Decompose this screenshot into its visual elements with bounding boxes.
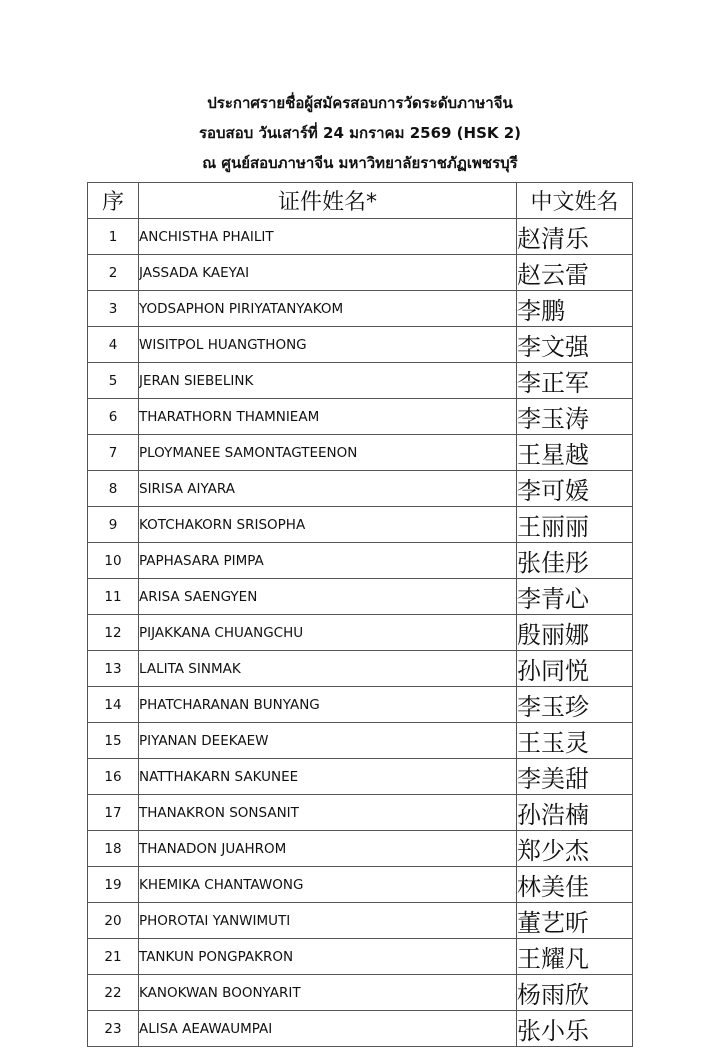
table-row — [88, 579, 633, 615]
chinese-name-cell: 张佳彤 — [517, 543, 633, 579]
row-number: 20 — [88, 903, 139, 939]
table-header-row — [88, 183, 633, 219]
chinese-name-cell: 王耀凡 — [517, 939, 633, 975]
chinese-name-cell: 董艺昕 — [517, 903, 633, 939]
table-row — [88, 651, 633, 687]
chinese-name-cell: 李正军 — [517, 363, 633, 399]
table-row — [88, 615, 633, 651]
column-header-chinese-name: 中文姓名 — [517, 183, 633, 219]
id-name-cell: THANADON JUAHROM — [139, 831, 517, 867]
chinese-name-cell: 李美甜 — [517, 759, 633, 795]
table-row — [88, 939, 633, 975]
id-name-cell: PHATCHARANAN BUNYANG — [139, 687, 517, 723]
id-name-cell: KOTCHAKORN SRISOPHA — [139, 507, 517, 543]
table-row — [88, 507, 633, 543]
row-number: 1 — [88, 219, 139, 255]
id-name-cell: NATTHAKARN SAKUNEE — [139, 759, 517, 795]
row-number: 23 — [88, 1011, 139, 1047]
table-row — [88, 435, 633, 471]
chinese-name-cell: 李鹏 — [517, 291, 633, 327]
table-row — [88, 219, 633, 255]
row-number: 22 — [88, 975, 139, 1011]
chinese-name-cell: 李玉珍 — [517, 687, 633, 723]
table-row — [88, 795, 633, 831]
table-row — [88, 291, 633, 327]
column-header-id-name: 证件姓名* — [139, 183, 517, 219]
row-number: 18 — [88, 831, 139, 867]
id-name-cell: PHOROTAI YANWIMUTI — [139, 903, 517, 939]
table-row — [88, 543, 633, 579]
chinese-name-cell: 王丽丽 — [517, 507, 633, 543]
id-name-cell: JASSADA KAEYAI — [139, 255, 517, 291]
chinese-name-cell: 赵清乐 — [517, 219, 633, 255]
table-row — [88, 687, 633, 723]
id-name-cell: LALITA SINMAK — [139, 651, 517, 687]
table-row — [88, 759, 633, 795]
column-header-number: 序 — [88, 183, 139, 219]
row-number: 11 — [88, 579, 139, 615]
exam-center: ณ ศูนย์สอบภาษาจีน มหาวิทยาลัยราชภัฏเพชรบุรี — [202, 154, 518, 172]
table-row — [88, 1011, 633, 1047]
row-number: 14 — [88, 687, 139, 723]
table-body — [88, 219, 633, 1047]
row-number: 19 — [88, 867, 139, 903]
id-name-cell: KANOKWAN BOONYARIT — [139, 975, 517, 1011]
id-name-cell: PIJAKKANA CHUANGCHU — [139, 615, 517, 651]
id-name-cell: KHEMIKA CHANTAWONG — [139, 867, 517, 903]
table-row — [88, 255, 633, 291]
row-number: 4 — [88, 327, 139, 363]
row-number: 6 — [88, 399, 139, 435]
row-number: 2 — [88, 255, 139, 291]
row-number: 3 — [88, 291, 139, 327]
chinese-name-cell: 王玉灵 — [517, 723, 633, 759]
table-row — [88, 471, 633, 507]
row-number: 21 — [88, 939, 139, 975]
id-name-cell: ALISA AEAWAUMPAI — [139, 1011, 517, 1047]
row-number: 17 — [88, 795, 139, 831]
row-number: 9 — [88, 507, 139, 543]
document-header — [0, 88, 720, 178]
chinese-name-cell: 张小乐 — [517, 1011, 633, 1047]
row-number: 8 — [88, 471, 139, 507]
row-number: 7 — [88, 435, 139, 471]
row-number: 5 — [88, 363, 139, 399]
exam-round-date: รอบสอบ วันเสาร์ที่ 24 มกราคม 2569 (HSK 2) — [198, 124, 522, 142]
id-name-cell: ARISA SAENGYEN — [139, 579, 517, 615]
chinese-name-cell: 赵云雷 — [517, 255, 633, 291]
id-name-cell: JERAN SIEBELINK — [139, 363, 517, 399]
chinese-name-cell: 孙浩楠 — [517, 795, 633, 831]
row-number: 12 — [88, 615, 139, 651]
chinese-name-cell: 孙同悦 — [517, 651, 633, 687]
candidate-table — [87, 182, 633, 1047]
chinese-name-cell: 李文强 — [517, 327, 633, 363]
row-number: 13 — [88, 651, 139, 687]
chinese-name-cell: 郑少杰 — [517, 831, 633, 867]
chinese-name-cell: 林美佳 — [517, 867, 633, 903]
id-name-cell: PAPHASARA PIMPA — [139, 543, 517, 579]
table-row — [88, 363, 633, 399]
id-name-cell: YODSAPHON PIRIYATANYAKOM — [139, 291, 517, 327]
table-row — [88, 831, 633, 867]
announcement-title: ประกาศรายชื่อผู้สมัครสอบการวัดระดับภาษาจีน — [207, 94, 513, 112]
id-name-cell: SIRISA AIYARA — [139, 471, 517, 507]
id-name-cell: WISITPOL HUANGTHONG — [139, 327, 517, 363]
id-name-cell: THANAKRON SONSANIT — [139, 795, 517, 831]
chinese-name-cell: 李玉涛 — [517, 399, 633, 435]
table-row — [88, 903, 633, 939]
table-row — [88, 975, 633, 1011]
chinese-name-cell: 殷丽娜 — [517, 615, 633, 651]
table-row — [88, 399, 633, 435]
id-name-cell: PIYANAN DEEKAEW — [139, 723, 517, 759]
id-name-cell: TANKUN PONGPAKRON — [139, 939, 517, 975]
table-row — [88, 723, 633, 759]
table-row — [88, 867, 633, 903]
chinese-name-cell: 杨雨欣 — [517, 975, 633, 1011]
row-number: 15 — [88, 723, 139, 759]
id-name-cell: ANCHISTHA PHAILIT — [139, 219, 517, 255]
chinese-name-cell: 李青心 — [517, 579, 633, 615]
row-number: 16 — [88, 759, 139, 795]
chinese-name-cell: 王星越 — [517, 435, 633, 471]
table-row — [88, 327, 633, 363]
chinese-name-cell: 李可媛 — [517, 471, 633, 507]
id-name-cell: THARATHORN THAMNIEAM — [139, 399, 517, 435]
id-name-cell: PLOYMANEE SAMONTAGTEENON — [139, 435, 517, 471]
row-number: 10 — [88, 543, 139, 579]
